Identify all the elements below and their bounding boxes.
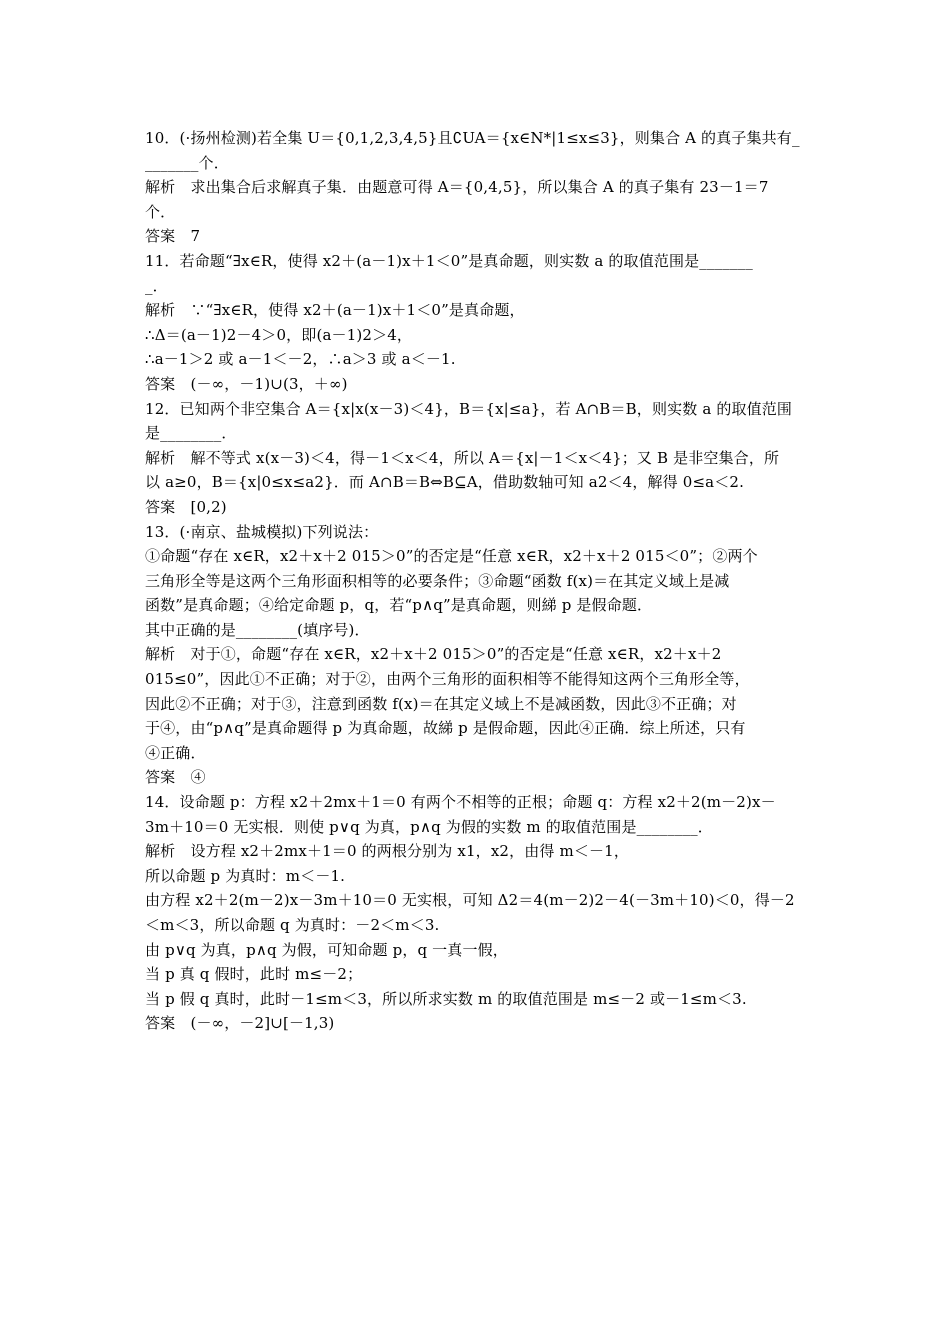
- q14-stem-line-1: 14．设命题 p：方程 x2＋2mx＋1＝0 有两个不相等的正根；命题 q：方程 x2＋2(m－2)x－: [145, 793, 776, 812]
- q11-analysis-line-2: ∴Δ＝(a－1)2－4＞0，即(a－1)2＞4，: [145, 325, 413, 344]
- q13-stem-line-2: ①命题“存在 x∈R，x2＋x＋2 015＞0”的否定是“任意 x∈R，x2＋x＋2 015＜0”；②两个: [145, 547, 758, 566]
- q10-stem-line-2: _______个．: [145, 153, 229, 172]
- q11-stem-line-2: _．: [145, 276, 168, 295]
- q14-analysis-line-2: 所以命题 p 为真时：m＜－1.: [145, 866, 346, 885]
- q14-analysis-line-4: ＜m＜3，所以命题 q 为真时：－2＜m＜3.: [145, 916, 440, 934]
- q14-answer: 答案 (－∞，－2]∪[－1,3): [145, 1014, 335, 1033]
- q13-stem-line-1: 13．(·南京、盐城模拟)下列说法：: [145, 522, 379, 541]
- q14-analysis-line-7: 当 p 假 q 真时，此时－1≤m＜3，所以所求实数 m 的取值范围是 m≤－2 或－1≤m＜3.: [145, 989, 747, 1008]
- q12-stem-line-1: 12．已知两个非空集合 A＝{x|x(x－3)＜4}，B＝{x|≤a}，若 A∩B＝B，则实数 a 的取值范围: [145, 399, 793, 418]
- q13-analysis-line-1: 解析 对于①，命题“存在 x∈R，x2＋x＋2 015＞0”的否定是“任意 x∈R，x2＋x＋2: [145, 645, 722, 664]
- q10-analysis-line-2: 个．: [145, 202, 176, 221]
- document-body: [145, 126, 809, 1036]
- q13-analysis-line-2: 015≤0”，因此①不正确；对于②，由两个三角形的面积相等不能得知这两个三角形全等，: [145, 670, 750, 689]
- q14-analysis-line-1: 解析 设方程 x2＋2mx＋1＝0 的两根分别为 x1，x2，由得 m＜－1，: [145, 842, 630, 861]
- q12-analysis-line-1: 解析 解不等式 x(x－3)＜4，得－1＜x＜4，所以 A＝{x|－1＜x＜4}；又 B 是非空集合，所: [145, 448, 780, 467]
- q11-stem-line-1: 11．若命题“∃x∈R，使得 x2＋(a－1)x＋1＜0”是真命题，则实数 a 的取值范围是_______: [145, 251, 753, 270]
- q13-stem-line-5: 其中正确的是________(填序号)．: [145, 620, 370, 639]
- q13-analysis-line-3: 因此②不正确；对于③，注意到函数 f(x)＝在其定义域上不是减函数，因此③不正确；对: [145, 694, 737, 713]
- q10-answer: 答案 7: [145, 227, 201, 246]
- q12-stem-line-2: 是________．: [145, 424, 237, 443]
- q14-analysis-line-6: 当 p 真 q 假时，此时 m≤－2；: [145, 965, 363, 984]
- q13-answer: 答案 ④: [145, 768, 206, 787]
- q11-analysis-line-1: 解析 ∵“∃x∈R，使得 x2＋(a－1)x＋1＜0”是真命题，: [145, 301, 525, 320]
- q12-analysis-line-2: 以 a≥0，B＝{x|0≤x≤a2}．而 A∩B＝B⇔B⊆A，借助数轴可知 a2＜4，解得 0≤a＜2.: [145, 473, 745, 492]
- q11-answer: 答案 (－∞，－1)∪(3，＋∞): [145, 374, 348, 393]
- q13-stem-line-3: 三角形全等是这两个三角形面积相等的必要条件；③命题“函数 f(x)＝在其定义域上是减: [145, 571, 730, 590]
- q14-analysis-line-3: 由方程 x2＋2(m－2)x－3m＋10＝0 无实根，可知 Δ2＝4(m－2)2－4(－3m＋10)＜0，得－2: [145, 891, 795, 910]
- q12-answer: 答案 [0,2): [145, 497, 227, 516]
- q10-stem-line-1: 10．(·扬州检测)若全集 U＝{0,1,2,3,4,5}且∁UA＝{x∈N*|1≤x≤3}，则集合 A 的真子集共有_: [145, 129, 800, 147]
- q13-analysis-line-4: 于④，由“p∧q”是真命题得 p 为真命题，故綈 p 是假命题，因此④正确．综上所述，只有: [145, 719, 746, 738]
- q14-stem-line-2: 3m＋10＝0 无实根．则使 p∨q 为真，p∧q 为假的实数 m 的取值范围是________．: [145, 817, 713, 836]
- q10-analysis-line-1: 解析 求出集合后求解真子集．由题意可得 A＝{0,4,5}，所以集合 A 的真子集有 23－1＝7: [145, 178, 769, 197]
- q13-analysis-line-5: ④正确．: [145, 743, 206, 762]
- q11-analysis-line-3: ∴a－1＞2 或 a－1＜－2，∴a＞3 或 a＜－1.: [145, 350, 456, 369]
- q13-stem-line-4: 函数”是真命题；④给定命题 p，q，若“p∧q”是真命题，则綈 p 是假命题．: [145, 596, 653, 615]
- q14-analysis-line-5: 由 p∨q 为真，p∧q 为假，可知命题 p，q 一真一假，: [145, 940, 508, 959]
